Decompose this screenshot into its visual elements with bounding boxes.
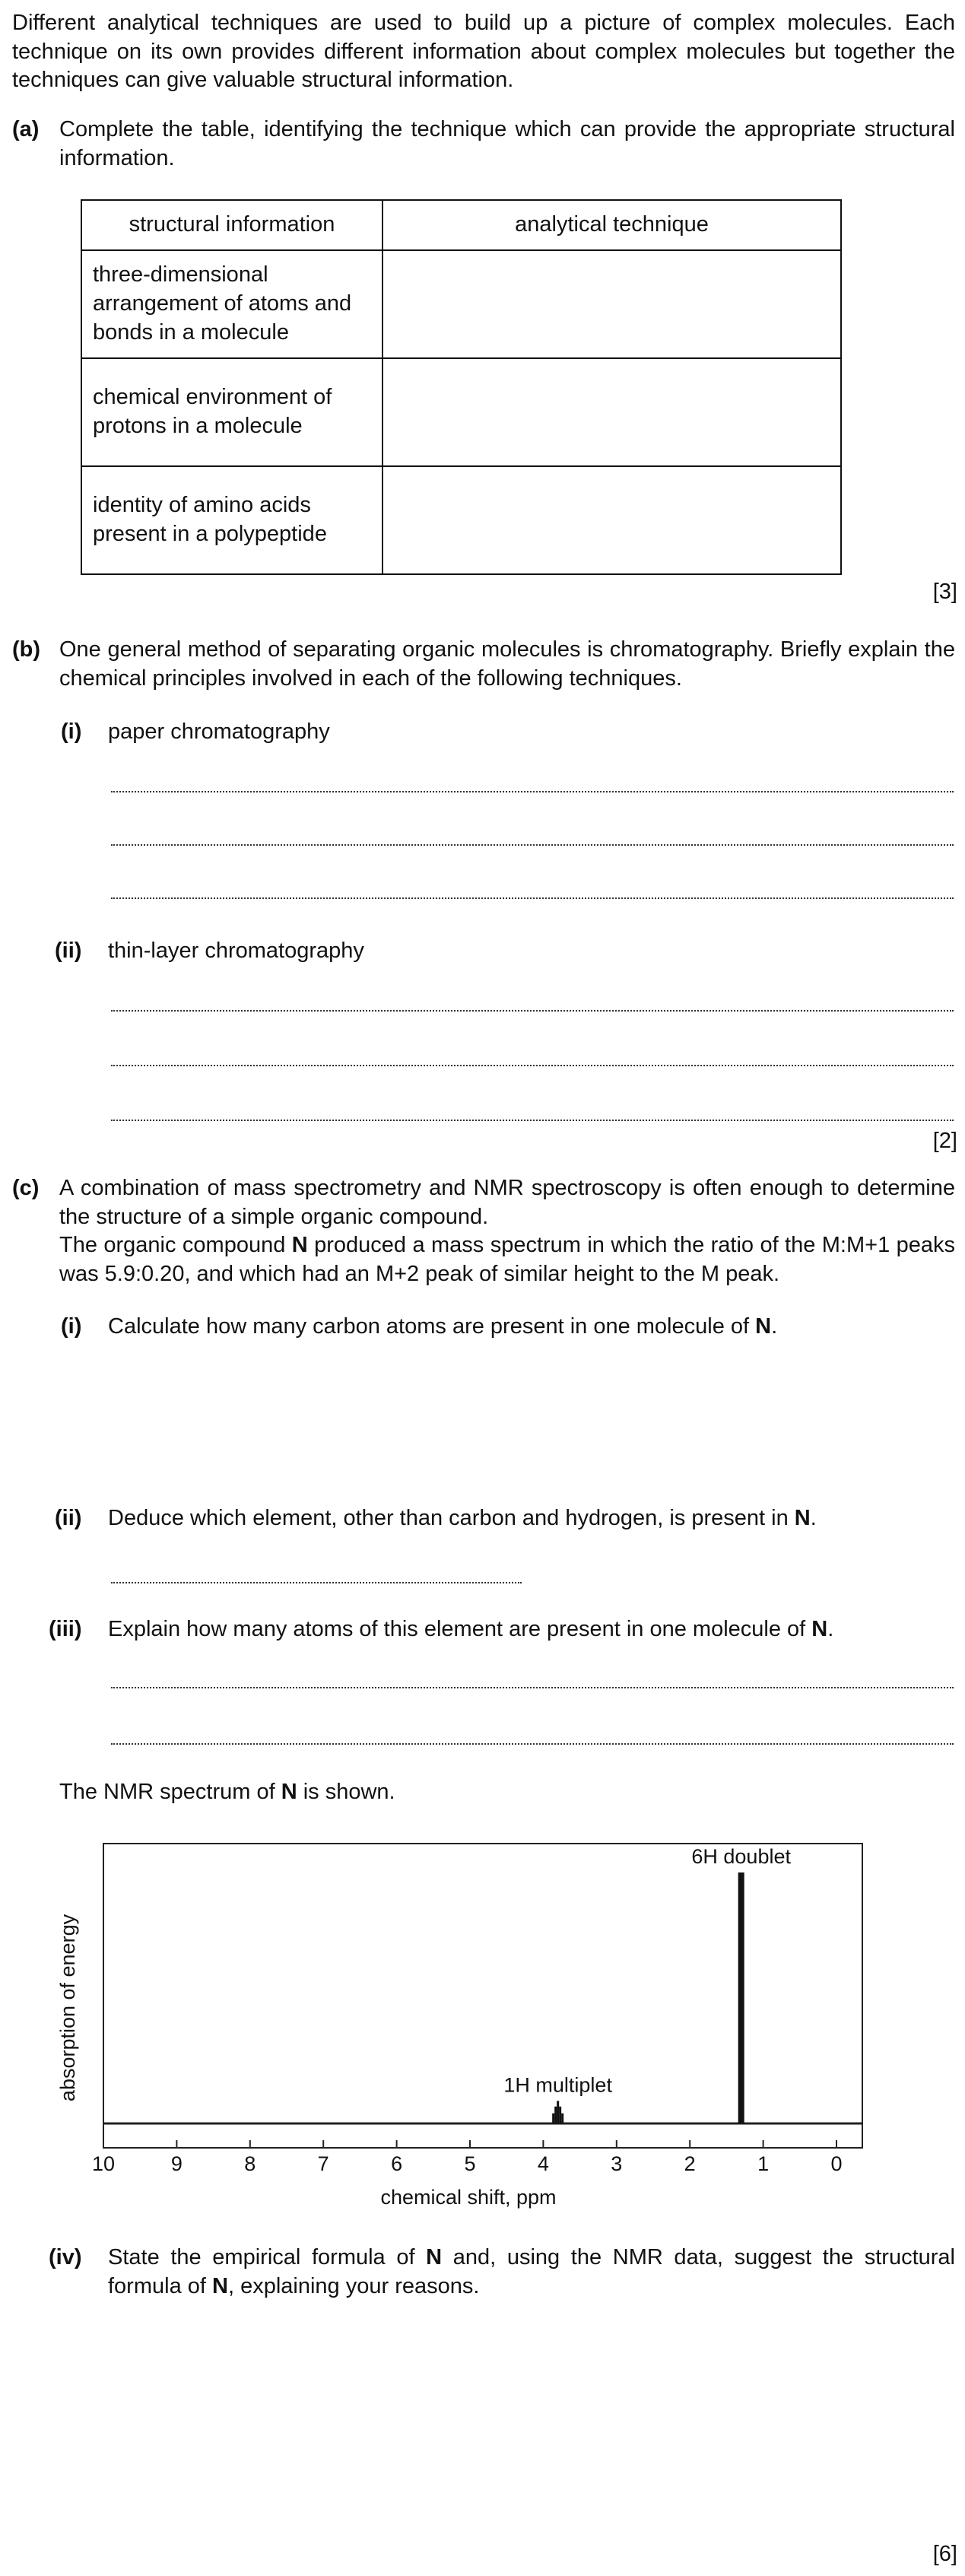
part-b-ii-text: thin-layer chromatography [108,939,364,963]
row-2-info: chemical environment of protons in a molecule [81,358,383,466]
compound-n: N [281,1780,297,1804]
compound-n: N [811,1617,828,1641]
part-c-text-2-post: produced a mass spectrum in which the ratio of the M:M+1 peaks was 5.9:0.20, and which had an M+2 peak of similar height to the M peak. [59,1233,955,1286]
x-tick-label: 10 [91,2152,116,2175]
x-tick-label: 1 [757,2152,770,2175]
part-a-marks: [3] [932,580,957,604]
nmr-peak [738,1872,744,2123]
x-axis-ticks [92,2140,843,2175]
x-tick-label: 6 [391,2152,403,2175]
chart-frame [103,1844,862,2148]
nmr-intro-pre: The NMR spectrum of [59,1780,281,1804]
header-structural-information: structural information [81,200,383,250]
part-c-ii-label: (ii) [55,1506,82,1530]
compound-n: N [794,1506,811,1530]
part-c-label: (c) [12,1176,40,1200]
part-a-label: (a) [12,117,40,141]
row-3-info: identity of amino acids present in a polypeptide [81,466,383,574]
part-c-iii-pre: Explain how many atoms of this element are present in one molecule of [108,1617,812,1641]
part-c-iii-post: . [827,1617,834,1641]
part-c-iii-label: (iii) [49,1617,82,1641]
part-c-iv-label: (iv) [49,2245,82,2269]
part-c-marks: [6] [932,2542,957,2566]
x-tick-label: 0 [830,2152,843,2175]
x-tick-label: 5 [464,2152,476,2175]
intro-text: Different analytical techniques are used to build up a picture of complex molecules. Each technique on its own provides different information about complex molecules but together the techniques can give valuable structural information. [12,11,955,93]
part-c-ii-pre: Deduce which element, other than carbon and hydrogen, is present in [108,1506,795,1530]
compound-n: N [291,1233,308,1257]
x-tick-label: 3 [611,2152,623,2175]
y-axis-label: absorption of energy [56,1914,79,2102]
compound-n: N [212,2273,228,2298]
row-1-info: three-dimensional arrangement of atoms and bonds in a molecule [81,250,383,358]
nmr-peak-label: 1H multiplet [503,2073,612,2097]
header-analytical-technique: analytical technique [383,200,841,250]
nmr-peak [552,2114,554,2123]
part-c-i-post: . [771,1314,778,1339]
part-b-i-text: paper chromatography [108,719,330,744]
x-tick-label: 4 [537,2152,549,2175]
nmr-peak-label: 6H doublet [691,1845,791,1868]
part-c-iv-text [108,2244,955,2301]
part-b-i-label: (i) [61,719,82,744]
part-c-iv-b: and, using the NMR data, suggest the structural formula of [108,2245,955,2298]
part-c-ii-post: . [810,1506,817,1530]
part-c-iv-c: , explaining your reasons. [227,2273,480,2298]
nmr-peak [557,2101,559,2123]
compound-n: N [426,2245,443,2269]
x-tick-label: 8 [244,2152,256,2175]
part-b-label: (b) [12,637,41,662]
x-tick-label: 9 [170,2152,183,2175]
nmr-peak [559,2107,561,2123]
part-c-iv-a: State the empirical formula of [108,2245,427,2269]
nmr-peaks [503,1845,791,2123]
nmr-peak [554,2107,557,2123]
part-b-ii-label: (ii) [55,939,82,963]
compound-n: N [755,1314,772,1339]
nmr-intro-post: is shown. [297,1780,395,1804]
x-axis-label: chemical shift, ppm [380,2186,557,2209]
part-a-text: Complete the table, identifying the technique which can provide the appropriate structural information. [59,117,955,170]
part-c-i-label: (i) [61,1314,82,1339]
part-b-text: One general method of separating organic molecules is chromatography. Briefly explain the chemical principles involved in each of the following techniques. [59,637,955,691]
x-tick-label: 7 [317,2152,329,2175]
part-c-i-pre: Calculate how many carbon atoms are present in one molecule of [108,1314,756,1339]
part-c-text-2-pre: The organic compound [59,1233,292,1257]
x-tick-label: 2 [684,2152,696,2175]
part-c-text-1: A combination of mass spectrometry and NMR spectroscopy is often enough to determine the structure of a simple organic compound. [59,1176,955,1229]
part-b-marks: [2] [932,1129,957,1153]
nmr-peak [561,2114,563,2123]
